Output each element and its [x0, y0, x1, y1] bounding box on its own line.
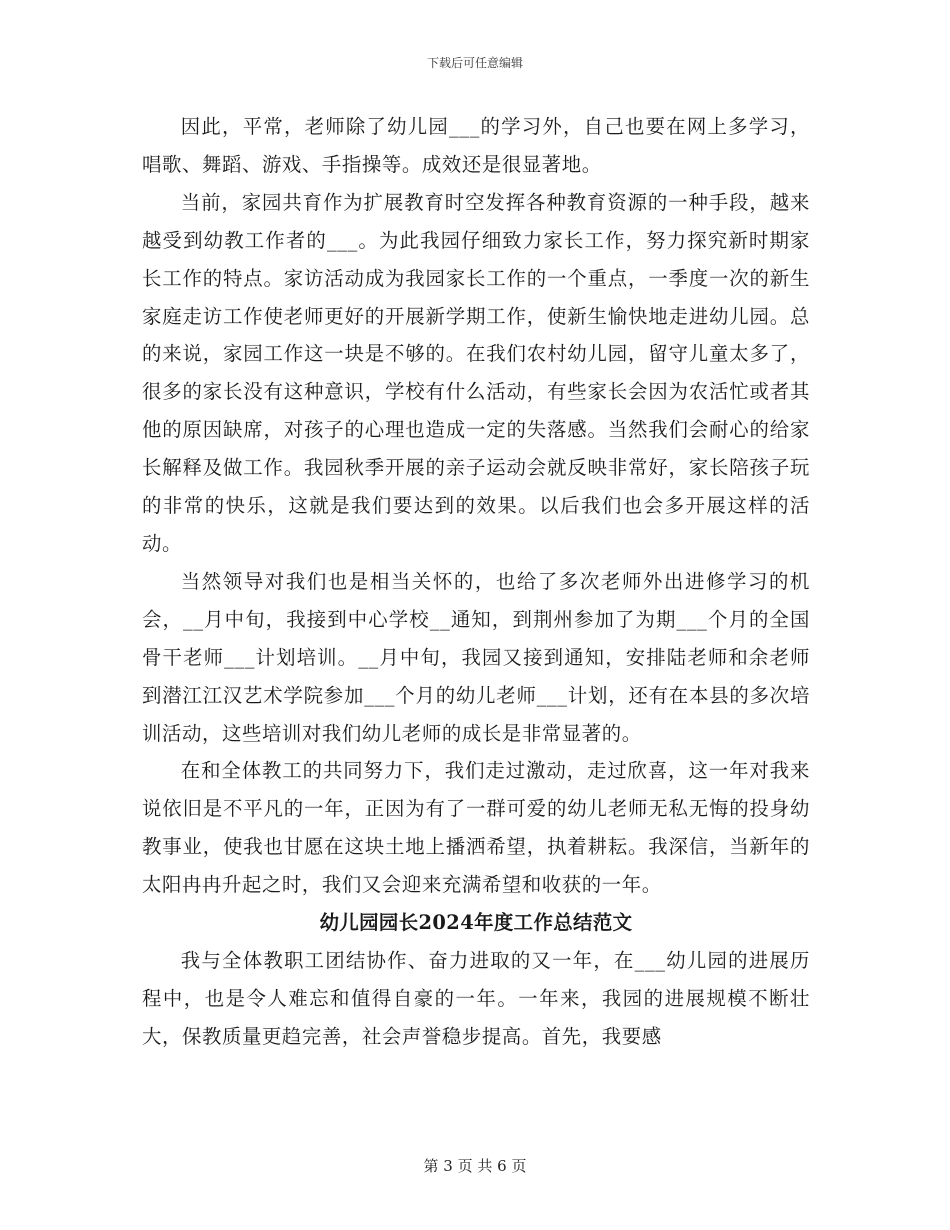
paragraph-teacher-training: 当然领导对我们也是相当关怀的，也给了多次老师外出进修学习的机会，__月中旬，我接到中心学校__通知，到荆州参加了为期___个月的全国骨干老师___计划培训。__月中旬，我园又接到通知，安排陆老师和余老师到潜江江汉艺术学院参加___个月的幼儿老师___计划，还有在本县的多次培训活动，这些培训对我们幼儿老师的成长是非常显著的。 — [142, 569, 810, 745]
section-title: 幼儿园园长2024年度工作总结范文 — [319, 911, 633, 935]
paragraph-year-reflection: 在和全体教工的共同努力下，我们走过激动，走过欣喜，这一年对我来说依旧是不平凡的一年，正因为有了一群可爱的幼儿老师无私无悔的投身幼教事业，使我也甘愿在这块土地上播洒希望，执着耕耘。我深信，当新年的太阳冉冉升起之时，我们又会迎来充满希望和收获的一年。 — [142, 759, 810, 897]
document-body — [142, 108, 810, 1056]
paragraph-home-school-cooperation: 当前，家园共育作为扩展教育时空发挥各种教育资源的一种手段，越来越受到幼教工作者的___。为此我园仔细致力家长工作，努力探究新时期家长工作的特点。家访活动成为我园家长工作的一个重点，一季度一次的新生家庭走访工作使老师更好的开展新学期工作，使新生愉快地走进幼儿园。总的来说，家园工作这一块是不够的。在我们农村幼儿园，留守儿童太多了，很多的家长没有这种意识，学校有什么活动，有些家长会因为农活忙或者其他的原因缺席，对孩子的心理也造成一定的失落感。当然我们会耐心的给家长解释及做工作。我园秋季开展的亲子运动会就反映非常好，家长陪孩子玩的非常的快乐，这就是我们要达到的效果。以后我们也会多开展这样的活动。 — [142, 190, 810, 555]
page-footer: 第 3 页 共 6 页 — [423, 1157, 527, 1175]
page-header: 下载后可任意编辑 — [426, 56, 523, 70]
paragraph-section-intro: 我与全体教职工团结协作、奋力进取的又一年，在___幼儿园的进展历程中，也是令人难忘和值得自豪的一年。一年来，我园的进展规模不断壮大，保教质量更趋完善，社会声誉稳步提高。首先，我要感 — [142, 949, 810, 1048]
paragraph-teacher-study: 因此，平常，老师除了幼儿园___的学习外，自己也要在网上多学习，唱歌、舞蹈、游戏、手指操等。成效还是很显著地。 — [142, 115, 810, 176]
